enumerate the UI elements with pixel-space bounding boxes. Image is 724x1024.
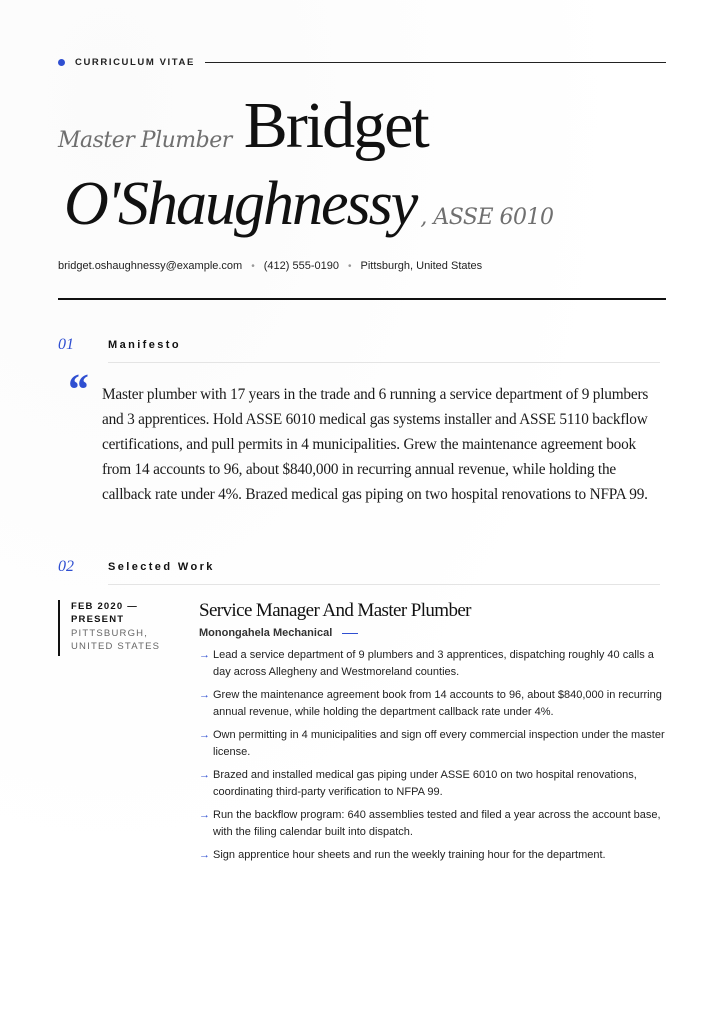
section-divider <box>108 584 660 585</box>
list-item: → Brazed and installed medical gas piping under ASSE 6010 on two hospital renovations, coordinating third-party verification to NFPA 99. <box>199 769 637 798</box>
job-bullets <box>199 647 669 864</box>
section-divider <box>108 362 660 363</box>
company-dash <box>342 633 358 634</box>
separator-dot: • <box>347 260 352 272</box>
job-date: FEB 2020 — PRESENT <box>71 601 138 625</box>
phone-link[interactable]: (412) 555-0190 <box>263 260 339 272</box>
kicker <box>58 55 666 69</box>
job-location: PITTSBURGH, UNITED STATES <box>71 628 161 652</box>
arrow-right-icon: → <box>199 809 210 821</box>
job-company <box>199 627 669 639</box>
arrow-right-icon: → <box>199 729 210 741</box>
arrow-right-icon: → <box>199 849 210 861</box>
arrow-right-icon: → <box>199 769 210 781</box>
list-item: → Sign apprentice hour sheets and run the weekly training hour for the department. <box>199 847 669 864</box>
credential: , ASSE 6010 <box>420 205 554 230</box>
separator-dot: • <box>251 260 255 272</box>
job-title: Service Manager And Master Plumber <box>199 600 471 621</box>
company-name: Monongahela Mechanical <box>199 627 333 639</box>
header-divider <box>58 298 666 300</box>
manifesto-text: Master plumber with 17 years in the trade and 6 running a service department of 9 plumbers and 3 apprentices. Hold ASSE 6010 medical gas systems installer and ASSE 5110 backflow certifications, and pull permits in 4 municipalities. Grew the maintenance agreement book from 14 accounts to 96, about $840,000 in recurring annual revenue, while holding the callback rate under 4%. Brazed medical gas piping on two hospital renovations to NFPA 99. <box>102 386 649 503</box>
kicker-rule <box>205 62 666 63</box>
location: Pittsburgh, United States <box>360 260 483 272</box>
email-link[interactable]: bridget.oshaughnessy@example.com <box>58 260 243 272</box>
list-item: → Own permitting in 4 municipalities and sign off every commercial inspection under the master license. <box>199 729 665 758</box>
list-item: → Lead a service department of 9 plumbers and 3 apprentices, dispatching roughly 40 calls a day across Allegheny and Westmoreland counties. <box>199 649 654 678</box>
section-number: 02 <box>58 558 74 575</box>
section-header-work <box>58 554 658 580</box>
section-title: Manifesto <box>108 339 181 351</box>
contact-line <box>58 260 482 272</box>
dot-icon <box>58 59 65 66</box>
quote-mark-icon: “ <box>66 365 88 414</box>
section-header-manifesto <box>58 332 658 358</box>
arrow-right-icon: → <box>199 649 210 661</box>
first-name: Bridget <box>243 89 428 162</box>
job-meta <box>58 600 181 656</box>
name-block <box>58 90 678 246</box>
job-entry <box>199 600 669 870</box>
list-item: → Run the backflow program: 640 assemblies tested and filed a year across the account base, with the filing calendar built into dispatch. <box>199 809 661 838</box>
list-item: → Grew the maintenance agreement book from 14 accounts to 96, about $840,000 in recurring annual revenue, while holding the department callback rate under 4%. <box>199 689 662 718</box>
role-title: Master Plumber <box>58 128 232 153</box>
section-number: 01 <box>58 336 74 353</box>
last-name: O'Shaughnessy <box>64 170 417 238</box>
arrow-right-icon: → <box>199 689 210 701</box>
kicker-label: CURRICULUM VITAE <box>75 56 195 68</box>
section-title: Selected Work <box>108 561 215 573</box>
